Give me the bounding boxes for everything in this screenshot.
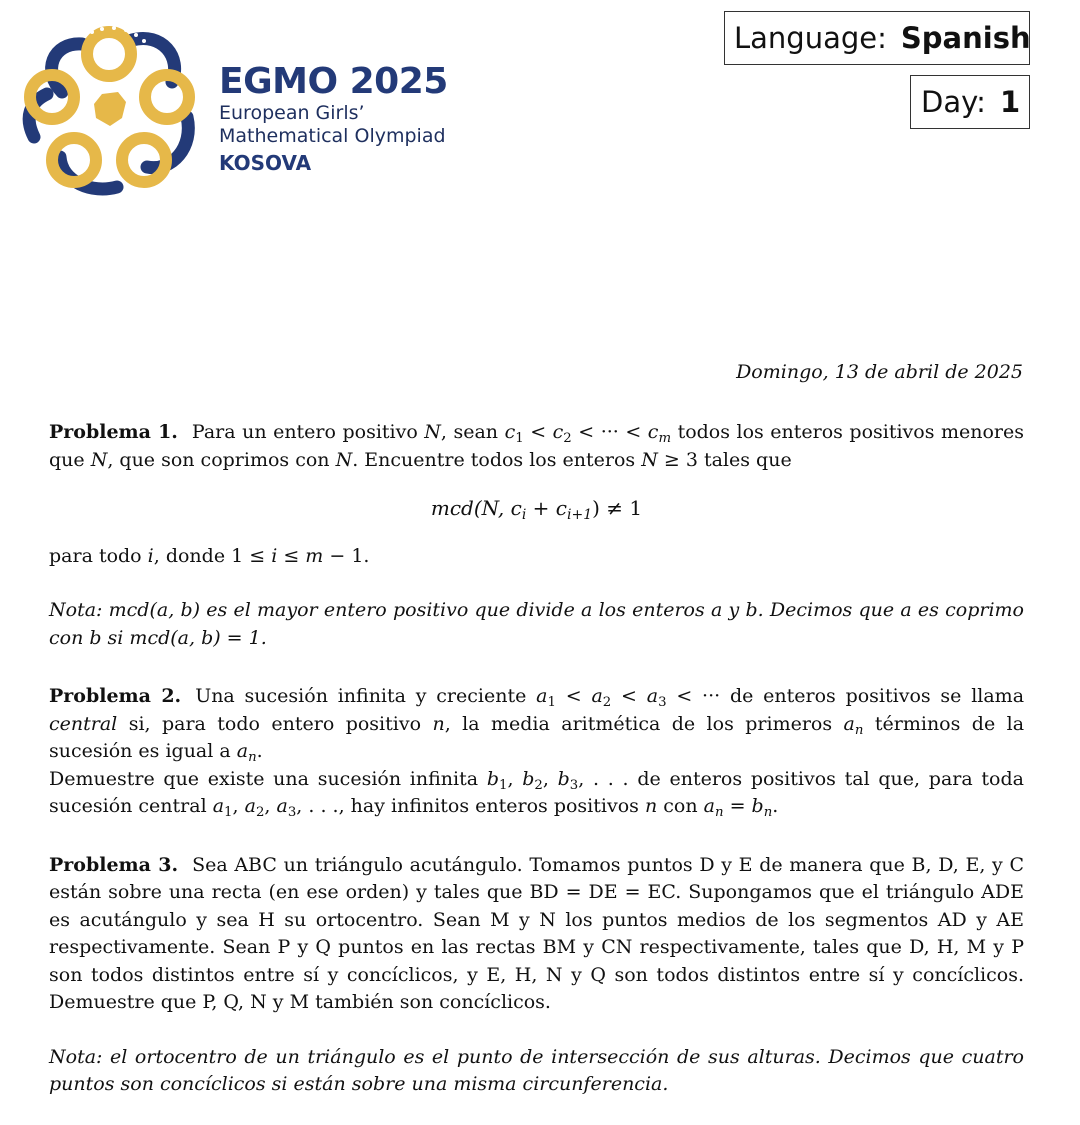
day-box (910, 75, 1030, 129)
language-label: Language: (734, 21, 887, 55)
term-central: central (49, 712, 118, 735)
problem-3-note: Nota: el ortocentro de un triángulo es el punto de intersección de sus alturas. Decimos que cuatro puntos son concíclicos si están sobre una misma circunferencia. (49, 1045, 1024, 1095)
logo-subtitle-2: Mathematical Olympiad (219, 125, 446, 147)
text: , sean (440, 421, 499, 443)
text: si, para todo entero positivo (128, 712, 422, 735)
text: , hay infinitos enteros positivos (338, 795, 639, 817)
text: Sea ABC un triángulo acutángulo. Tomamos puntos D y E de manera que B, D, E, y C están sobre una recta (en ese orden) y tales que BD = DE = EC. Supongamos que el triángulo ADE es acutángulo y sea H su ortocentro. Sean M y N los puntos medios de los segmentos AD y AE respectivamente. Sean P y Q puntos en las rectas BM y CN respectivamente, tales que D, H, M y P son todos distintos entre sí y concíclicos, y E, H, N y Q son todos distintos entre sí y concíclicos. Demuestre que P, Q, N y M también son concíclicos. (49, 853, 1024, 1013)
problem-2-statement: Problema 2. Una sucesión infinita y creciente $a_1 < a_2 < a_3$ < ··· de enteros positivos se llama central si, para todo entero positivo n, la media aritmética de los primeros $a_n$ términos de la sucesión es igual a $a_n$. (49, 685, 1025, 765)
eq-sub: i+1 (566, 507, 593, 524)
text: con (663, 795, 698, 817)
logo-wordmark (219, 62, 448, 176)
logo-country: KOSOVA (219, 151, 312, 175)
text: de enteros positivos se llama (729, 685, 1025, 707)
problem-1-statement: Problema 1. Para un entero positivo N, sean $c_1 < c_2$ < ··· < $c_m$ todos los enteros positivos menores que N, que son coprimos con N. Encuentre todos los enteros N ≥ 3 tales que (49, 421, 1025, 471)
text: tales que (703, 448, 792, 471)
text: Para un entero positivo (191, 421, 418, 443)
day-value: 1 (999, 85, 1021, 119)
egmo-logo-icon (22, 22, 197, 197)
language-value: Spanish (900, 21, 1031, 55)
text: , que son coprimos con (107, 448, 330, 471)
text: . Encuentre todos los enteros (352, 448, 636, 471)
language-box (724, 11, 1030, 65)
problem-1-display-equation (49, 495, 1024, 523)
day-label: Day: (921, 85, 986, 119)
text: términos de la sucesión es igual a (49, 712, 1025, 762)
problem-3-title: Problema 3. (49, 853, 179, 876)
text: , donde (153, 544, 226, 567)
eq-part: mcd(N, c (430, 496, 522, 520)
text: de enteros positivos tal que, para toda sucesión central (49, 767, 1024, 817)
text: para todo (49, 544, 142, 567)
eq-part: + c (526, 496, 567, 520)
problem-1-title: Problema 1. (49, 421, 178, 443)
logo-title: EGMO 2025 (219, 61, 448, 102)
text: todos los enteros positivos menores que (49, 421, 1025, 471)
eq-part: ) ≠ 1 (592, 496, 643, 520)
problem-1-note: Nota: mcd(a, b) es el mayor entero positivo que divide a los enteros a y b. Decimos que a es coprimo con b si mcd(a, b) = 1. (49, 599, 1024, 649)
text: Demuestre que existe una sucesión infinita (49, 767, 479, 790)
problem-2-title: Problema 2. (49, 685, 182, 707)
text: Una sucesión infinita y creciente (195, 685, 527, 707)
eq-sub: i (521, 507, 527, 524)
problem-2-task: Demuestre que existe una sucesión infinita $b_1$, $b_2$, $b_3$, . . . de enteros positivos tal que, para toda sucesión central $a_1$, $a_2$, $a_3$, . . ., hay infinitos enteros positivos n con $a_n = b_n$. (49, 767, 1024, 820)
problem-3-statement (49, 852, 1024, 1017)
logo-subtitle-1: European Girls’ (219, 102, 365, 124)
exam-date: Domingo, 13 de abril de 2025 (736, 361, 1023, 383)
problem-1-condition: para todo i, donde 1 ≤ i ≤ m − 1. (49, 544, 370, 567)
problem-list (49, 419, 1024, 1099)
text: , la media aritmética de los primeros (444, 712, 833, 735)
